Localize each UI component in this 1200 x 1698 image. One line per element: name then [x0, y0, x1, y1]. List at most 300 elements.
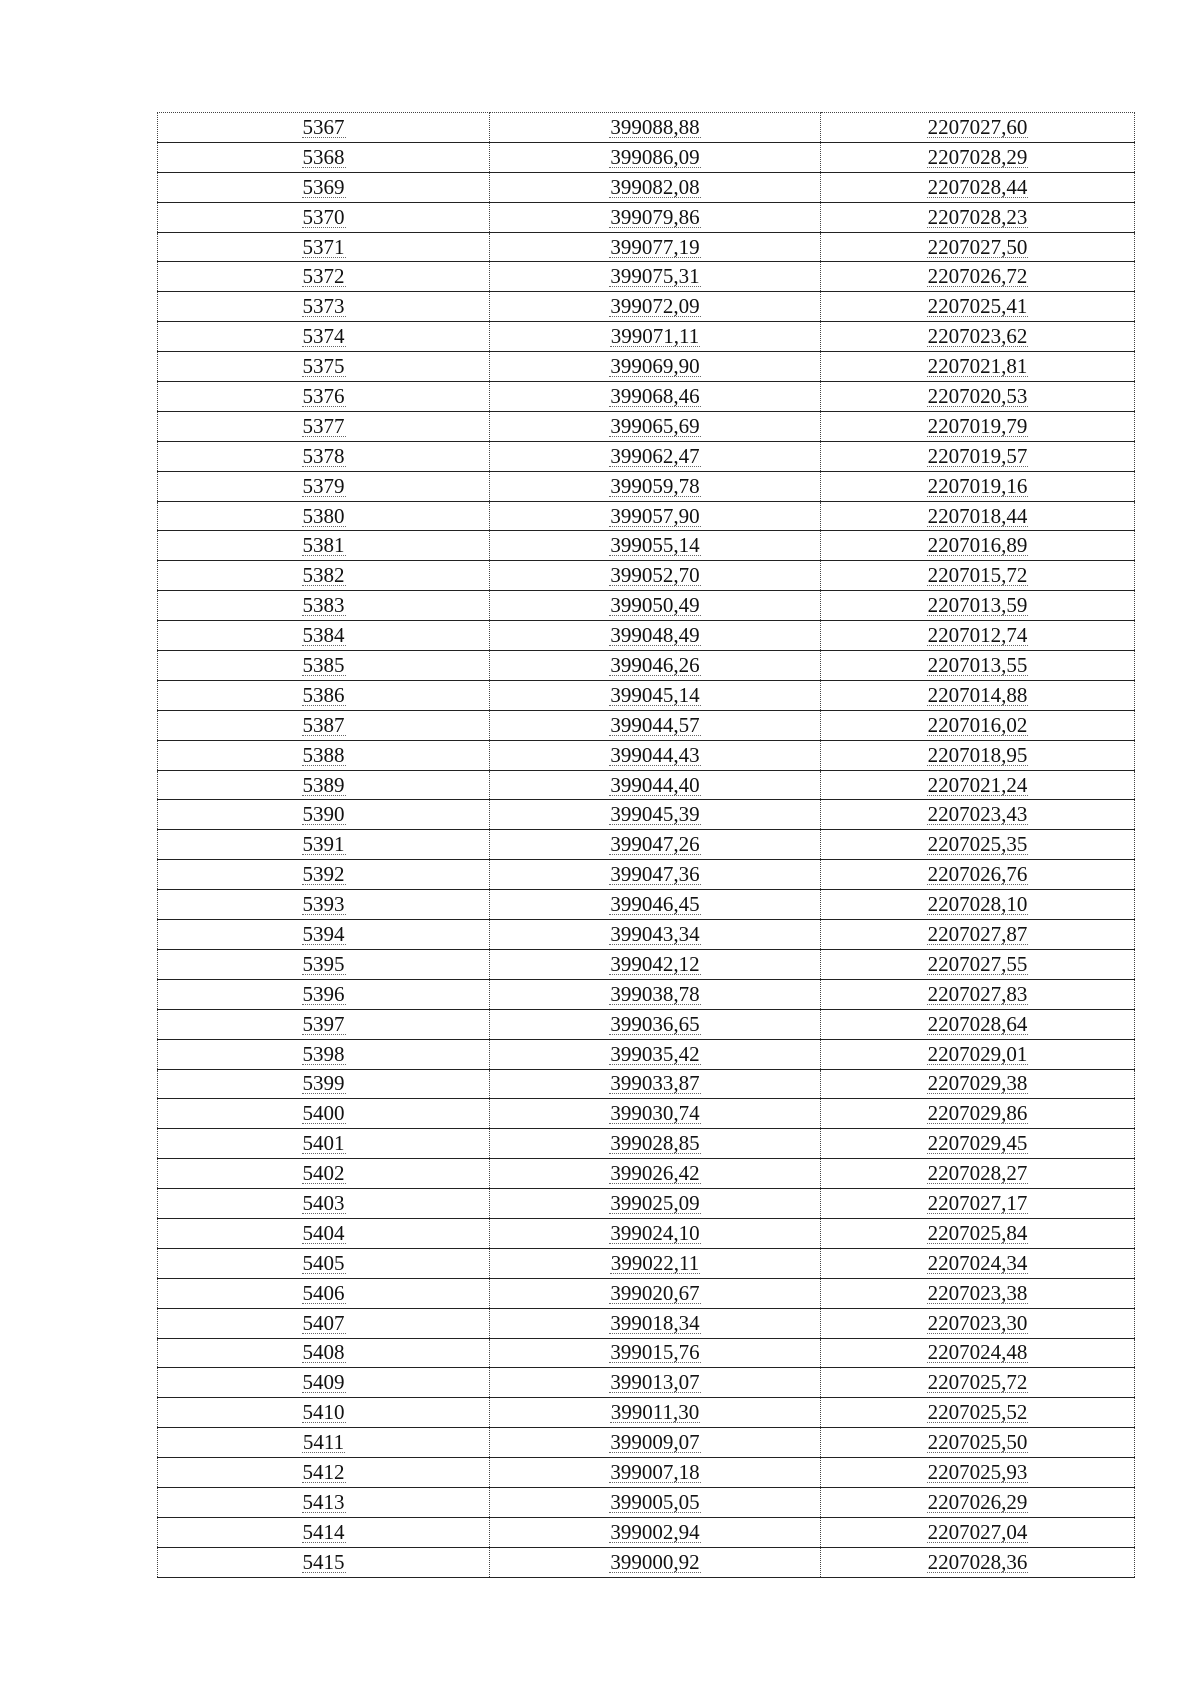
cell-text: 2207028,10: [927, 892, 1028, 917]
table-row: [158, 1458, 1135, 1488]
x-coordinate-cell: [490, 770, 821, 800]
table-row: [158, 113, 1135, 143]
cell-text: 399079,86: [610, 204, 700, 229]
cell-text: 5408: [302, 1340, 345, 1365]
cell-text: 399048,49: [610, 623, 700, 648]
point-number-cell: [158, 292, 490, 322]
cell-text: 399068,46: [610, 383, 700, 408]
y-coordinate-cell: [821, 411, 1135, 441]
cell-text: 2207028,27: [927, 1161, 1028, 1186]
cell-text: 399036,65: [610, 1011, 700, 1036]
table-row: [158, 1398, 1135, 1428]
point-number-cell: [158, 411, 490, 441]
point-number-cell: [158, 860, 490, 890]
point-number-cell: [158, 1487, 490, 1517]
table-row: [158, 830, 1135, 860]
y-coordinate-cell: [821, 800, 1135, 830]
cell-text: 399075,31: [610, 264, 700, 289]
cell-text: 399082,08: [610, 174, 700, 199]
y-coordinate-cell: [821, 531, 1135, 561]
cell-text: 2207027,50: [927, 234, 1028, 259]
cell-text: 399044,40: [610, 772, 700, 797]
x-coordinate-cell: [490, 949, 821, 979]
x-coordinate-cell: [490, 1218, 821, 1248]
table-row: [158, 800, 1135, 830]
table-row: [158, 561, 1135, 591]
y-coordinate-cell: [821, 1487, 1135, 1517]
y-coordinate-cell: [821, 621, 1135, 651]
point-number-cell: [158, 1458, 490, 1488]
cell-text: 399046,26: [610, 652, 700, 677]
table-row: [158, 411, 1135, 441]
y-coordinate-cell: [821, 740, 1135, 770]
cell-text: 2207026,72: [927, 264, 1028, 289]
table-row: [158, 860, 1135, 890]
cell-text: 399000,92: [610, 1549, 700, 1574]
table-row: [158, 441, 1135, 471]
cell-text: 2207025,41: [927, 294, 1028, 319]
point-number-cell: [158, 1129, 490, 1159]
point-number-cell: [158, 1189, 490, 1219]
x-coordinate-cell: [490, 262, 821, 292]
y-coordinate-cell: [821, 501, 1135, 531]
x-coordinate-cell: [490, 1159, 821, 1189]
x-coordinate-cell: [490, 621, 821, 651]
table-row: [158, 890, 1135, 920]
cell-text: 5409: [302, 1370, 345, 1395]
cell-text: 5375: [302, 354, 345, 379]
point-number-cell: [158, 501, 490, 531]
cell-text: 2207016,89: [927, 533, 1028, 558]
x-coordinate-cell: [490, 1428, 821, 1458]
y-coordinate-cell: [821, 1218, 1135, 1248]
cell-text: 399071,11: [610, 324, 700, 349]
cell-text: 5374: [302, 324, 345, 349]
cell-text: 5377: [302, 413, 345, 438]
point-number-cell: [158, 142, 490, 172]
cell-text: 5370: [302, 204, 345, 229]
cell-text: 2207027,17: [927, 1191, 1028, 1215]
cell-text: 5368: [302, 144, 345, 169]
y-coordinate-cell: [821, 202, 1135, 232]
table-row: [158, 770, 1135, 800]
table-row: [158, 501, 1135, 531]
point-number-cell: [158, 651, 490, 681]
y-coordinate-cell: [821, 979, 1135, 1009]
cell-text: 2207029,86: [927, 1101, 1028, 1126]
table-row: [158, 1248, 1135, 1278]
table-row: [158, 1159, 1135, 1189]
cell-text: 399059,78: [610, 473, 700, 498]
cell-text: 2207021,24: [927, 772, 1028, 797]
cell-text: 5387: [302, 712, 345, 737]
coordinates-table: [157, 112, 1135, 1578]
y-coordinate-cell: [821, 651, 1135, 681]
table-row: [158, 710, 1135, 740]
cell-text: 399030,74: [610, 1101, 700, 1126]
x-coordinate-cell: [490, 591, 821, 621]
cell-text: 399024,10: [610, 1220, 700, 1245]
cell-text: 399007,18: [610, 1460, 700, 1485]
y-coordinate-cell: [821, 1099, 1135, 1129]
cell-text: 5415: [302, 1549, 345, 1574]
point-number-cell: [158, 920, 490, 950]
table-row: [158, 920, 1135, 950]
cell-text: 2207028,29: [927, 144, 1028, 169]
cell-text: 399077,19: [610, 234, 700, 259]
cell-text: 2207023,38: [927, 1280, 1028, 1305]
cell-text: 2207023,43: [927, 802, 1028, 827]
x-coordinate-cell: [490, 1009, 821, 1039]
point-number-cell: [158, 1278, 490, 1308]
table-row: [158, 1009, 1135, 1039]
y-coordinate-cell: [821, 1398, 1135, 1428]
cell-text: 399028,85: [610, 1131, 700, 1156]
cell-text: 5392: [302, 862, 345, 887]
cell-text: 399055,14: [610, 533, 700, 558]
point-number-cell: [158, 710, 490, 740]
cell-text: 5373: [302, 294, 345, 319]
y-coordinate-cell: [821, 1069, 1135, 1099]
table-row: [158, 1218, 1135, 1248]
cell-text: 5390: [302, 802, 345, 827]
cell-text: 2207028,23: [927, 204, 1028, 229]
cell-text: 5393: [302, 892, 345, 917]
x-coordinate-cell: [490, 172, 821, 202]
point-number-cell: [158, 680, 490, 710]
table-row: [158, 322, 1135, 352]
cell-text: 5403: [302, 1191, 345, 1215]
x-coordinate-cell: [490, 1189, 821, 1219]
point-number-cell: [158, 890, 490, 920]
cell-text: 2207013,59: [927, 593, 1028, 618]
y-coordinate-cell: [821, 262, 1135, 292]
x-coordinate-cell: [490, 1069, 821, 1099]
point-number-cell: [158, 1248, 490, 1278]
cell-text: 2207014,88: [927, 682, 1028, 707]
point-number-cell: [158, 591, 490, 621]
y-coordinate-cell: [821, 1129, 1135, 1159]
y-coordinate-cell: [821, 292, 1135, 322]
cell-text: 399069,90: [610, 354, 700, 379]
x-coordinate-cell: [490, 1487, 821, 1517]
point-number-cell: [158, 1338, 490, 1368]
point-number-cell: [158, 202, 490, 232]
point-number-cell: [158, 322, 490, 352]
cell-text: 5412: [302, 1460, 345, 1485]
cell-text: 5411: [302, 1430, 345, 1455]
cell-text: 2207025,50: [927, 1430, 1028, 1455]
cell-text: 2207029,38: [927, 1071, 1028, 1096]
cell-text: 2207026,76: [927, 862, 1028, 887]
cell-text: 2207023,30: [927, 1310, 1028, 1335]
cell-text: 5378: [302, 443, 345, 468]
cell-text: 2207020,53: [927, 383, 1028, 408]
point-number-cell: [158, 1398, 490, 1428]
table-row: [158, 262, 1135, 292]
coordinates-table-body: [158, 113, 1135, 1578]
y-coordinate-cell: [821, 1189, 1135, 1219]
point-number-cell: [158, 113, 490, 143]
table-row: [158, 1189, 1135, 1219]
x-coordinate-cell: [490, 1368, 821, 1398]
cell-text: 399047,36: [610, 862, 700, 887]
x-coordinate-cell: [490, 979, 821, 1009]
cell-text: 399022,11: [610, 1250, 700, 1275]
cell-text: 399052,70: [610, 563, 700, 588]
cell-text: 5383: [302, 593, 345, 618]
y-coordinate-cell: [821, 1547, 1135, 1577]
cell-text: 5395: [302, 951, 345, 976]
cell-text: 5371: [302, 234, 345, 259]
cell-text: 5400: [302, 1101, 345, 1126]
point-number-cell: [158, 561, 490, 591]
point-number-cell: [158, 1517, 490, 1547]
table-row: [158, 352, 1135, 382]
cell-text: 399002,94: [610, 1519, 700, 1544]
point-number-cell: [158, 232, 490, 262]
y-coordinate-cell: [821, 1368, 1135, 1398]
x-coordinate-cell: [490, 352, 821, 382]
x-coordinate-cell: [490, 920, 821, 950]
point-number-cell: [158, 979, 490, 1009]
table-row: [158, 651, 1135, 681]
point-number-cell: [158, 172, 490, 202]
table-row: [158, 382, 1135, 412]
y-coordinate-cell: [821, 1278, 1135, 1308]
point-number-cell: [158, 1159, 490, 1189]
y-coordinate-cell: [821, 113, 1135, 143]
cell-text: 399047,26: [610, 832, 700, 857]
cell-text: 399011,30: [610, 1400, 700, 1425]
cell-text: 2207018,44: [927, 503, 1028, 528]
x-coordinate-cell: [490, 1129, 821, 1159]
x-coordinate-cell: [490, 890, 821, 920]
table-row: [158, 949, 1135, 979]
cell-text: 399033,87: [610, 1071, 700, 1096]
y-coordinate-cell: [821, 1428, 1135, 1458]
table-row: [158, 1308, 1135, 1338]
y-coordinate-cell: [821, 1517, 1135, 1547]
x-coordinate-cell: [490, 1517, 821, 1547]
table-row: [158, 1129, 1135, 1159]
table-row: [158, 979, 1135, 1009]
cell-text: 5376: [302, 383, 345, 408]
cell-text: 399038,78: [610, 981, 700, 1006]
point-number-cell: [158, 1039, 490, 1069]
cell-text: 399042,12: [610, 951, 700, 976]
x-coordinate-cell: [490, 1547, 821, 1577]
table-row: [158, 1428, 1135, 1458]
table-row: [158, 1487, 1135, 1517]
cell-text: 5388: [302, 742, 345, 767]
cell-text: 2207025,72: [927, 1370, 1028, 1395]
cell-text: 399045,39: [610, 802, 700, 827]
x-coordinate-cell: [490, 142, 821, 172]
cell-text: 2207025,84: [927, 1220, 1028, 1245]
cell-text: 5414: [302, 1519, 345, 1544]
cell-text: 5382: [302, 563, 345, 588]
cell-text: 5367: [302, 114, 345, 139]
cell-text: 2207025,52: [927, 1400, 1028, 1425]
cell-text: 399013,07: [610, 1370, 700, 1395]
x-coordinate-cell: [490, 1099, 821, 1129]
y-coordinate-cell: [821, 890, 1135, 920]
cell-text: 399045,14: [610, 682, 700, 707]
table-row: [158, 1338, 1135, 1368]
x-coordinate-cell: [490, 202, 821, 232]
point-number-cell: [158, 471, 490, 501]
cell-text: 5406: [302, 1280, 345, 1305]
cell-text: 5402: [302, 1161, 345, 1186]
cell-text: 2207015,72: [927, 563, 1028, 588]
x-coordinate-cell: [490, 1039, 821, 1069]
cell-text: 2207016,02: [927, 712, 1028, 737]
point-number-cell: [158, 949, 490, 979]
cell-text: 5389: [302, 772, 345, 797]
x-coordinate-cell: [490, 1338, 821, 1368]
point-number-cell: [158, 352, 490, 382]
cell-text: 5401: [302, 1131, 345, 1156]
table-row: [158, 1039, 1135, 1069]
point-number-cell: [158, 770, 490, 800]
x-coordinate-cell: [490, 651, 821, 681]
table-row: [158, 292, 1135, 322]
point-number-cell: [158, 1099, 490, 1129]
point-number-cell: [158, 262, 490, 292]
y-coordinate-cell: [821, 322, 1135, 352]
y-coordinate-cell: [821, 1338, 1135, 1368]
cell-text: 5384: [302, 623, 345, 648]
x-coordinate-cell: [490, 1308, 821, 1338]
y-coordinate-cell: [821, 441, 1135, 471]
point-number-cell: [158, 830, 490, 860]
x-coordinate-cell: [490, 471, 821, 501]
y-coordinate-cell: [821, 561, 1135, 591]
y-coordinate-cell: [821, 1308, 1135, 1338]
point-number-cell: [158, 1547, 490, 1577]
table-row: [158, 232, 1135, 262]
x-coordinate-cell: [490, 1278, 821, 1308]
x-coordinate-cell: [490, 1398, 821, 1428]
x-coordinate-cell: [490, 322, 821, 352]
x-coordinate-cell: [490, 830, 821, 860]
cell-text: 2207027,87: [927, 921, 1028, 946]
cell-text: 399050,49: [610, 593, 700, 618]
y-coordinate-cell: [821, 949, 1135, 979]
cell-text: 2207026,29: [927, 1489, 1028, 1514]
cell-text: 399025,09: [610, 1191, 700, 1215]
table-row: [158, 1069, 1135, 1099]
cell-text: 2207028,64: [927, 1011, 1028, 1036]
y-coordinate-cell: [821, 1009, 1135, 1039]
x-coordinate-cell: [490, 1458, 821, 1488]
cell-text: 5369: [302, 174, 345, 199]
cell-text: 399020,67: [610, 1280, 700, 1305]
cell-text: 399009,07: [610, 1430, 700, 1455]
table-row: [158, 531, 1135, 561]
cell-text: 399062,47: [610, 443, 700, 468]
y-coordinate-cell: [821, 1039, 1135, 1069]
cell-text: 399005,05: [610, 1489, 700, 1514]
cell-text: 399044,43: [610, 742, 700, 767]
table-row: [158, 1099, 1135, 1129]
x-coordinate-cell: [490, 441, 821, 471]
cell-text: 2207024,48: [927, 1340, 1028, 1365]
cell-text: 5379: [302, 473, 345, 498]
cell-text: 399018,34: [610, 1310, 700, 1335]
cell-text: 2207019,79: [927, 413, 1028, 438]
y-coordinate-cell: [821, 471, 1135, 501]
cell-text: 5397: [302, 1011, 345, 1036]
cell-text: 2207028,36: [927, 1549, 1028, 1574]
cell-text: 2207029,01: [927, 1041, 1028, 1066]
cell-text: 399043,34: [610, 921, 700, 946]
y-coordinate-cell: [821, 680, 1135, 710]
y-coordinate-cell: [821, 710, 1135, 740]
y-coordinate-cell: [821, 142, 1135, 172]
point-number-cell: [158, 531, 490, 561]
cell-text: 5394: [302, 921, 345, 946]
cell-text: 2207019,16: [927, 473, 1028, 498]
table-row: [158, 1278, 1135, 1308]
table-row: [158, 621, 1135, 651]
y-coordinate-cell: [821, 770, 1135, 800]
cell-text: 2207018,95: [927, 742, 1028, 767]
point-number-cell: [158, 1308, 490, 1338]
table-row: [158, 1547, 1135, 1577]
cell-text: 2207023,62: [927, 324, 1028, 349]
cell-text: 5413: [302, 1489, 345, 1514]
cell-text: 399026,42: [610, 1161, 700, 1186]
cell-text: 399035,42: [610, 1041, 700, 1066]
cell-text: 2207027,55: [927, 951, 1028, 976]
cell-text: 2207021,81: [927, 354, 1028, 379]
cell-text: 5404: [302, 1220, 345, 1245]
cell-text: 2207013,55: [927, 652, 1028, 677]
cell-text: 5372: [302, 264, 345, 289]
table-row: [158, 1517, 1135, 1547]
cell-text: 2207027,60: [927, 114, 1028, 139]
point-number-cell: [158, 800, 490, 830]
cell-text: 399057,90: [610, 503, 700, 528]
cell-text: 2207012,74: [927, 623, 1028, 648]
point-number-cell: [158, 621, 490, 651]
cell-text: 5398: [302, 1041, 345, 1066]
cell-text: 399046,45: [610, 892, 700, 917]
point-number-cell: [158, 1368, 490, 1398]
y-coordinate-cell: [821, 172, 1135, 202]
y-coordinate-cell: [821, 830, 1135, 860]
x-coordinate-cell: [490, 411, 821, 441]
x-coordinate-cell: [490, 860, 821, 890]
cell-text: 5380: [302, 503, 345, 528]
table-row: [158, 172, 1135, 202]
point-number-cell: [158, 1428, 490, 1458]
x-coordinate-cell: [490, 1248, 821, 1278]
cell-text: 399088,88: [610, 114, 700, 139]
cell-text: 399072,09: [610, 294, 700, 319]
x-coordinate-cell: [490, 292, 821, 322]
table-row: [158, 202, 1135, 232]
y-coordinate-cell: [821, 1458, 1135, 1488]
cell-text: 2207025,93: [927, 1460, 1028, 1485]
table-row: [158, 1368, 1135, 1398]
point-number-cell: [158, 382, 490, 412]
x-coordinate-cell: [490, 382, 821, 412]
table-row: [158, 471, 1135, 501]
cell-text: 5381: [302, 533, 345, 558]
